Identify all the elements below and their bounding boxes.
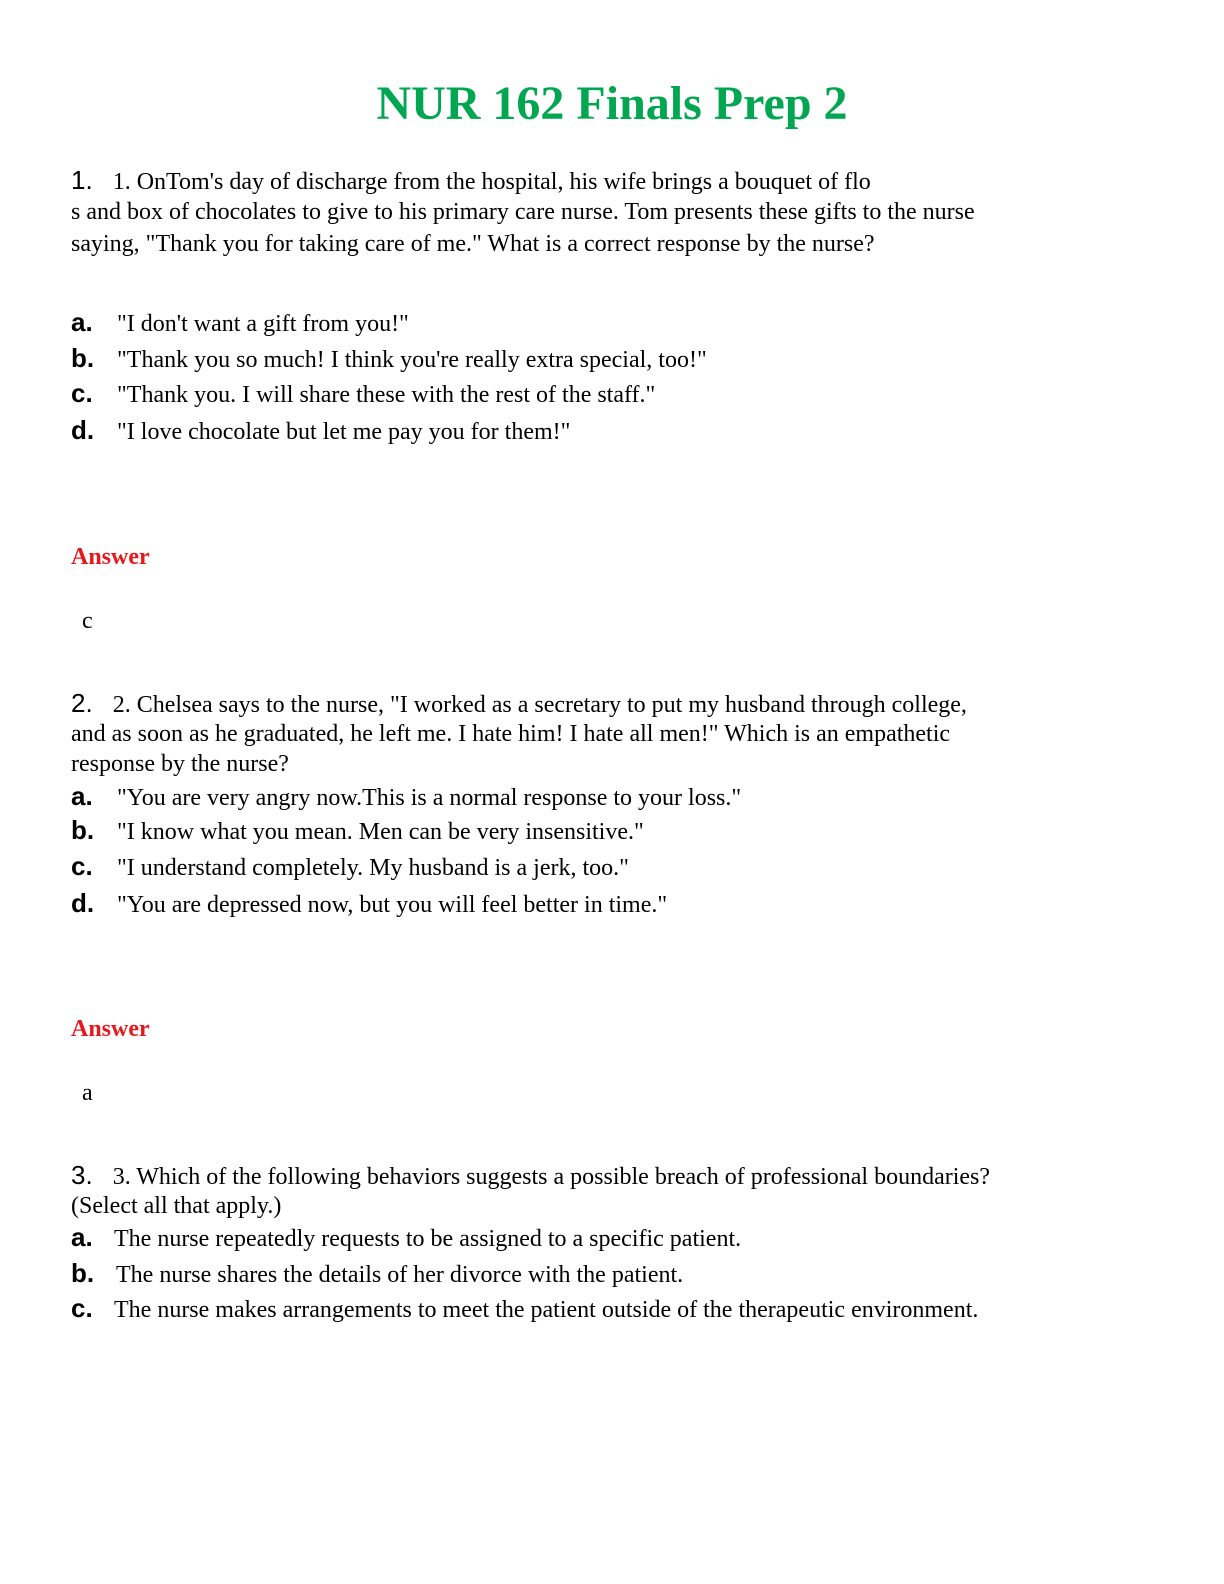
question-3-line-1 [71,1160,990,1192]
option-text: "You are depressed now, but you will feel better in time." [117,892,668,918]
option-text: The nurse repeatedly requests to be assigned to a specific patient. [114,1226,742,1252]
document-title: NUR 162 Finals Prep 2 [376,77,848,130]
question-2-line-3: response by the nurse? [71,751,289,777]
answer-label: Answer [71,1016,150,1042]
option-letter: c. [71,378,93,408]
question-2-option-d [71,888,667,920]
option-letter: a. [71,307,93,337]
option-letter: b. [71,1258,95,1288]
question-2-line-2: and as soon as he graduated, he left me. I hate him! I hate all men!" Which is an empathetic [71,721,951,747]
option-letter: a. [71,1222,93,1252]
question-number: 1. [71,165,93,195]
question-3-option-c [71,1293,978,1325]
answer-label: Answer [71,544,150,570]
question-1-option-b [71,343,707,375]
option-letter: b. [71,815,95,845]
question-3-line-2: (Select all that apply.) [71,1193,282,1219]
option-text: The nurse makes arrangements to meet the patient outside of the therapeutic environment. [114,1297,979,1323]
question-text: 1. OnTom's day of discharge from the hospital, his wife brings a bouquet of flo [112,169,871,195]
question-text: 2. Chelsea says to the nurse, "I worked as a secretary to put my husband through college, [112,692,967,718]
option-text: "You are very angry now.This is a normal response to your loss." [117,785,742,811]
question-text: 3. Which of the following behaviors suggests a possible breach of professional boundaries? [112,1164,991,1190]
question-1-line-2: s and box of chocolates to give to his primary care nurse. Tom presents these gifts to the nurse [71,199,975,225]
question-2-option-a [71,781,741,813]
option-letter: c. [71,851,93,881]
answer-value: c [82,608,93,634]
question-number: 3. [71,1160,93,1190]
option-letter: a. [71,781,93,811]
option-letter: b. [71,343,95,373]
question-1-line-3: saying, "Thank you for taking care of me." What is a correct response by the nurse? [71,231,875,257]
question-2-option-b [71,815,644,847]
question-1-option-c [71,378,655,410]
question-3-option-a [71,1222,741,1254]
option-letter: d. [71,888,95,918]
option-letter: d. [71,415,95,445]
option-text: "I know what you mean. Men can be very insensitive." [117,819,644,845]
question-1-option-d [71,415,570,447]
option-text: "I don't want a gift from you!" [117,311,409,337]
option-text: "I love chocolate but let me pay you for them!" [117,419,571,445]
answer-value: a [82,1080,93,1106]
option-text: "I understand completely. My husband is a jerk, too." [117,855,629,881]
option-text: "Thank you. I will share these with the rest of the staff." [117,382,656,408]
question-3-option-b [71,1258,683,1290]
option-text: The nurse shares the details of her divorce with the patient. [116,1262,684,1288]
question-1-line-1 [71,165,871,197]
question-1-option-a [71,307,409,339]
question-2-option-c [71,851,629,883]
question-2-line-1 [71,688,967,720]
question-number: 2. [71,688,93,718]
option-letter: c. [71,1293,93,1323]
option-text: "Thank you so much! I think you're really extra special, too!" [117,347,707,373]
